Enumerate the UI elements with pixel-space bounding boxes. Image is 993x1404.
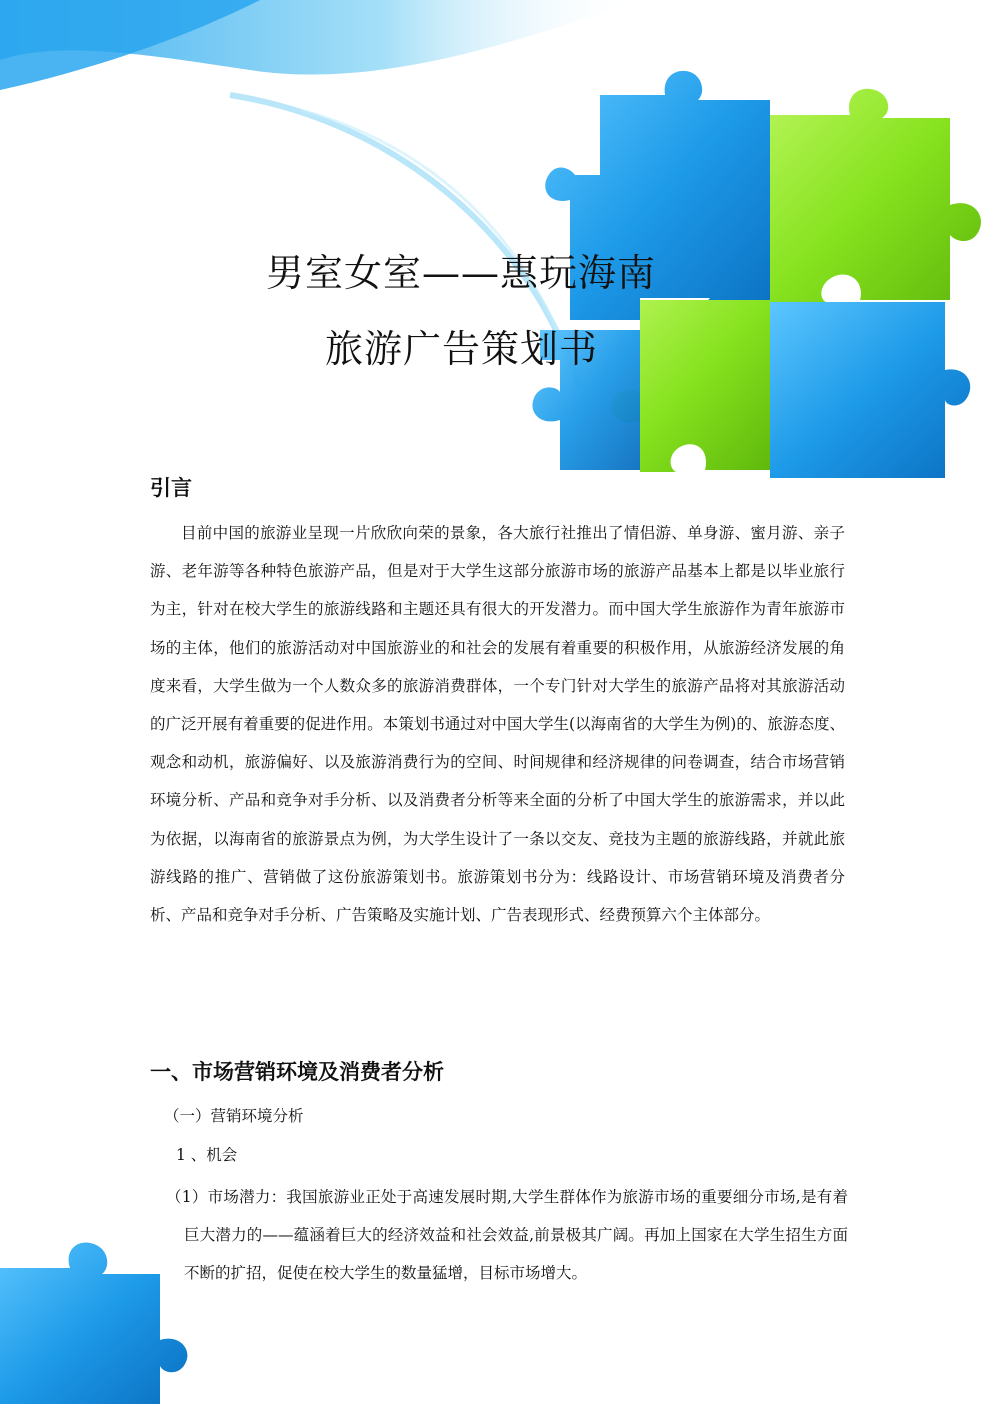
- document-title-line1: 男室女室——惠玩海南: [266, 251, 657, 295]
- intro-heading: 引言: [150, 475, 192, 500]
- subsection-heading: （一）营销环境分析: [164, 1107, 304, 1125]
- list-item-heading: 1 、机会: [176, 1146, 238, 1164]
- section1-heading: 一、市场营销环境及消费者分析: [150, 1059, 444, 1084]
- document-title-line2: 旅游广告策划书: [325, 327, 599, 371]
- puzzle-piece-bottom-graphic: [0, 1242, 187, 1404]
- intro-paragraph: 目前中国的旅游业呈现一片欣欣向荣的景象，各大旅行社推出了情侣游、单身游、蜜月游、亲子游、老年游等各种特色旅游产品，但是对于大学生这部分旅游市场的旅游产品基本上都是以毕业旅行为主，针对在校大学生的旅游线路和主题还具有很大的开发潜力。而中国大学生旅游作为青年旅游市场的主体，他们的旅游活动对中国旅游业的和社会的发展有着重要的积极作用，从旅游经济发展的角度来看，大学生做为一个人数众多的旅游消费群体，一个专门针对大学生的旅游产品将对其旅游活动的广泛开展有着重要的促进作用。本策划书通过对中国大学生(以海南省的大学生为例)的、旅游态度、观念和动机，旅游偏好、以及旅游消费行为的空间、时间规律和经济规律的问卷调查，结合市场营销环境分析、产品和竞争对手分析、以及消费者分析等来全面的分析了中国大学生的旅游需求，并以此为依据，以海南省的旅游景点为例，为大学生设计了一条以交友、竞技为主题的旅游线路，并就此旅游线路的推广、营销做了这份旅游策划书。旅游策划书分为：线路设计、市场营销环境及消费者分析、产品和竞争对手分析、广告策略及实施计划、广告表现形式、经费预算六个主体部分。: [150, 524, 845, 925]
- market-potential-paragraph: （1）市场潜力：我国旅游业正处于高速发展时期,大学生群体作为旅游市场的重要细分市场,是有着巨大潜力的——蕴涵着巨大的经济效益和社会效益,前景极其广阔。再加上国家在大学生招生方面不断的扩招，促使在校大学生的数量猛增，目标市场增大。: [166, 1188, 848, 1283]
